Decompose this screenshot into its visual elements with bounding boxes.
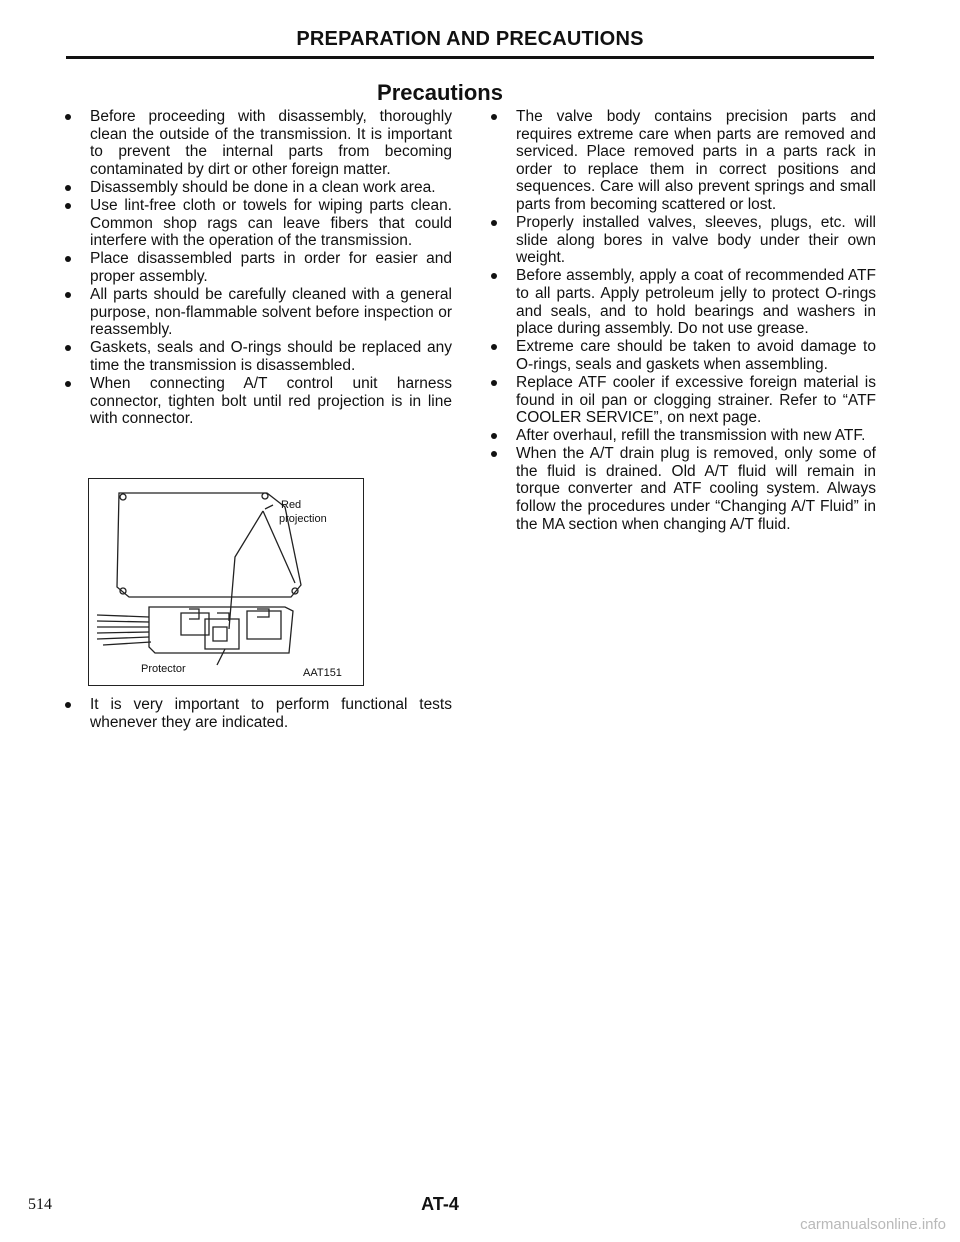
left-bullet-3: Use lint-free cloth or towels for wiping parts clean. Common shop rags can leave fibers that could interfere with the operation of the transmission. [60,197,452,250]
left-bullet-2: Disassembly should be done in a clean work area. [60,179,452,197]
label-protector: Protector [141,663,186,675]
label-projection: projection [279,513,327,525]
page-header-title: PREPARATION AND PRECAUTIONS [296,28,644,50]
watermark-text: carmanualsonline.info [800,1216,946,1233]
page-code: AT-4 [421,1194,459,1214]
right-bullet-3: Before assembly, apply a coat of recommended ATF to all parts. Apply petroleum jelly to protect O-rings and seals, and to hold bearings and washers in place during assembly. Do not use grease. [486,267,876,337]
left-bullet-5: All parts should be carefully cleaned with a general purpose, non-flammable solvent before inspection or reassembly. [60,286,452,339]
after-figure-note [60,696,452,732]
connector-drawing [89,479,363,685]
left-bullet-6: Gaskets, seals and O-rings should be replaced any time the transmission is disassembled. [60,339,452,374]
after-figure-list [60,696,452,731]
figure-code: AAT151 [303,667,342,679]
header-rule [66,56,874,59]
right-bullet-4: Extreme care should be taken to avoid damage to O-rings, seals and gaskets when assembling. [486,338,876,373]
page-number: 514 [28,1196,52,1213]
after-figure-bullet: It is very important to perform functional tests whenever they are indicated. [60,696,452,731]
right-bullet-1: The valve body contains precision parts and requires extreme care when parts are removed and serviced. Place removed parts in a parts rack in order to replace them in correct positions and sequences. Care will also prevent springs and small parts from becoming scattered or lost. [486,108,876,214]
left-bullet-7: When connecting A/T control unit harness connector, tighten bolt until red projection is in line with connector. [60,375,452,428]
right-bullet-5: Replace ATF cooler if excessive foreign material is found in oil pan or clogging strainer. Refer to “ATF COOLER SERVICE”, on next page. [486,374,876,427]
left-bullet-list [60,108,452,428]
right-bullet-2: Properly installed valves, sleeves, plugs, etc. will slide along bores in valve body under their own weight. [486,214,876,267]
right-bullet-6: After overhaul, refill the transmission with new ATF. [486,427,876,445]
right-bullet-list [486,108,876,533]
left-column [60,108,452,428]
label-red: Red [281,499,302,511]
connector-figure [88,478,364,686]
right-bullet-7: When the A/T drain plug is removed, only some of the fluid is drained. Old A/T fluid will remain in torque converter and ATF cooling system. Always follow the procedures under “Changing A/T Fluid” in the MA section when changing A/T fluid. [486,445,876,533]
left-bullet-4: Place disassembled parts in order for easier and proper assembly. [60,250,452,285]
left-bullet-1: Before proceeding with disassembly, thoroughly clean the outside of the transmission. It is important to prevent the internal parts from becoming contaminated by dirt or other foreign matter. [60,108,452,178]
right-column [486,108,876,534]
section-title: Precautions [377,80,503,105]
